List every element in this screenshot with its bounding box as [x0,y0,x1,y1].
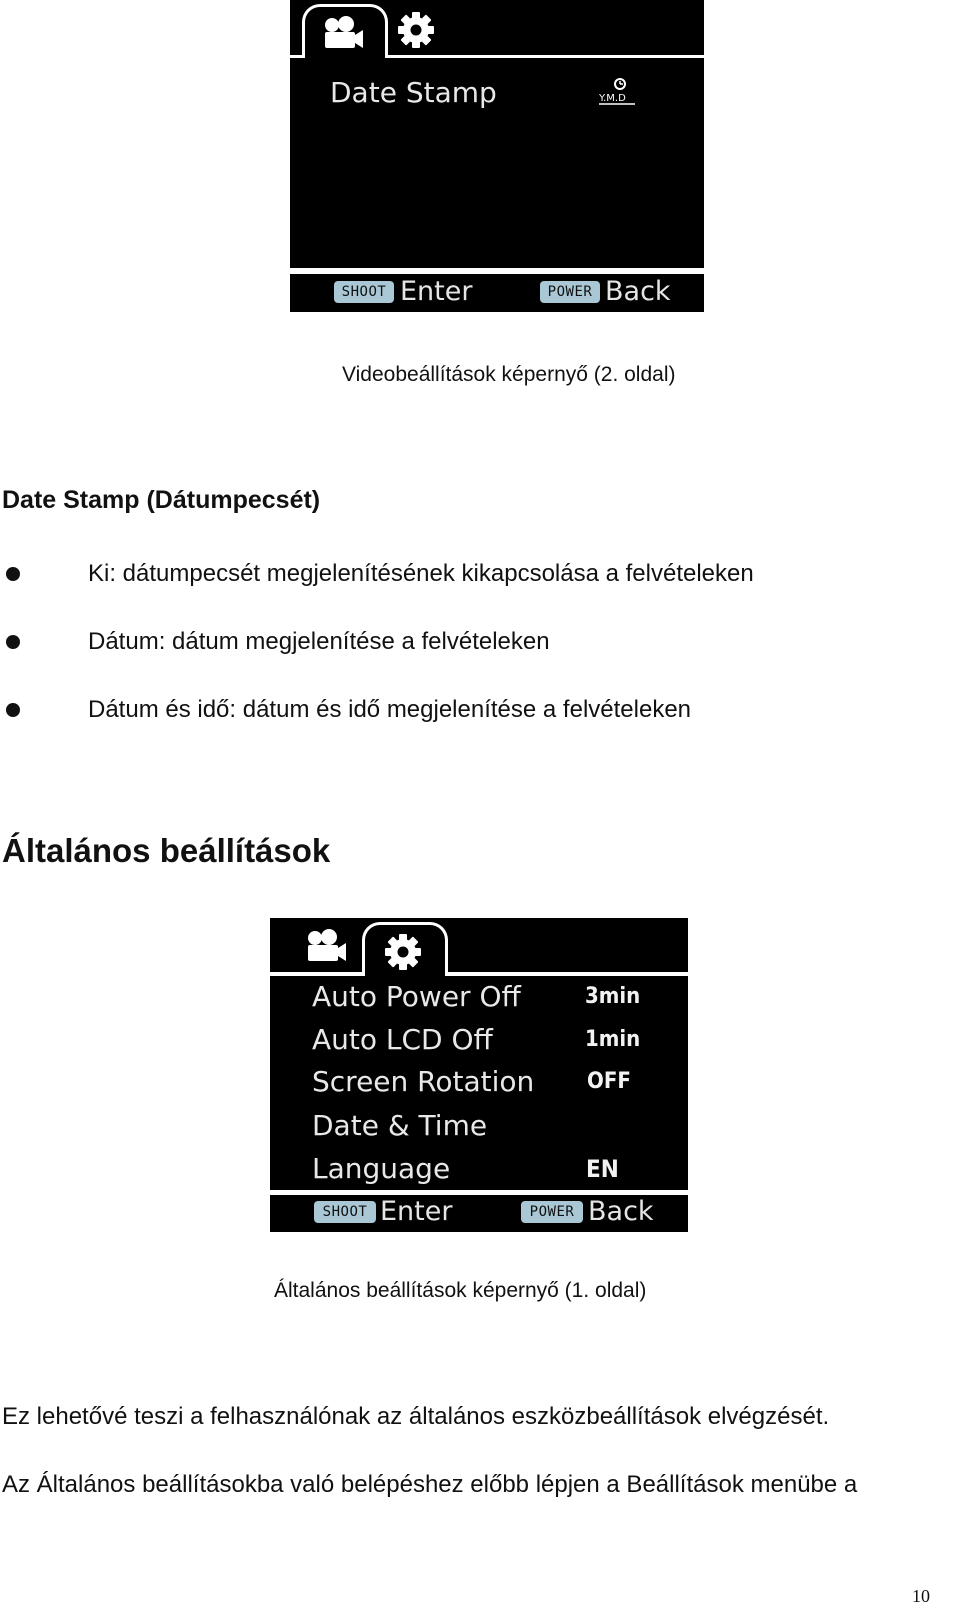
settings-screen-video-page2 [290,0,704,312]
tab-video[interactable] [302,4,388,61]
menu-row-date-stamp[interactable]: Date Stamp [330,76,497,109]
camera-icon [315,13,371,53]
menu-body [270,976,688,1190]
menu-value-auto-lcd-off: 1min [585,1027,641,1052]
paragraph: Ez lehetővé teszi a felhasználónak az általános eszközbeállítások elvégzését. [2,1403,830,1430]
power-key-badge: POWER [521,1201,583,1223]
back-label[interactable]: Back [605,276,671,307]
button-hint-bar [270,1195,688,1232]
power-key-badge: POWER [540,281,600,303]
settings-screen-general-page1 [270,918,688,1232]
section-heading-general-settings: Általános beállítások [2,832,331,869]
section-heading-date-stamp: Date Stamp (Dátumpecsét) [2,486,321,514]
shoot-key-badge: SHOOT [334,281,394,303]
menu-row-auto-power-off[interactable]: Auto Power Off [312,980,521,1013]
menu-value-auto-power-off: 3min [585,984,641,1009]
back-label[interactable]: Back [588,1196,654,1227]
paragraph: Az Általános beállításokba való belépéshez előbb lépjen a Beállítások menübe a [2,1471,858,1498]
svg-text:Y.M.D: Y.M.D [599,93,626,104]
menu-value-screen-rotation: OFF [587,1069,631,1094]
gear-icon [397,11,435,54]
figure-caption-2: Általános beállítások képernyő (1. oldal) [274,1279,647,1302]
tab-settings[interactable] [362,922,448,979]
menu-row-language[interactable]: Language [312,1152,451,1185]
page-number: 10 [912,1586,930,1606]
bullet-item: Ki: dátumpecsét megjelenítésének kikapcsolása a felvételeken [88,560,754,587]
menu-row-date-time[interactable]: Date & Time [312,1109,488,1142]
menu-body [290,58,704,268]
bullet-item: Dátum és idő: dátum és idő megjelenítése a felvételeken [88,696,692,723]
menu-row-screen-rotation[interactable]: Screen Rotation [312,1065,535,1098]
bullet-dot [6,635,20,649]
bullet-item: Dátum: dátum megjelenítése a felvételeken [88,628,550,655]
shoot-key-badge: SHOOT [314,1201,376,1223]
enter-label[interactable]: Enter [400,276,473,307]
bullet-dot [6,703,20,717]
tab-video[interactable] [298,928,354,968]
tab-settings[interactable] [394,10,438,54]
gear-icon [381,931,425,973]
button-hint-bar [290,274,704,312]
camera-icon [305,929,347,968]
date-stamp-icon [596,76,638,108]
menu-value-language: EN [586,1155,619,1183]
enter-label[interactable]: Enter [380,1196,453,1227]
bullet-dot [6,567,20,581]
figure-caption-1: Videobeállítások képernyő (2. oldal) [342,363,676,386]
menu-row-auto-lcd-off[interactable]: Auto LCD Off [312,1023,493,1056]
